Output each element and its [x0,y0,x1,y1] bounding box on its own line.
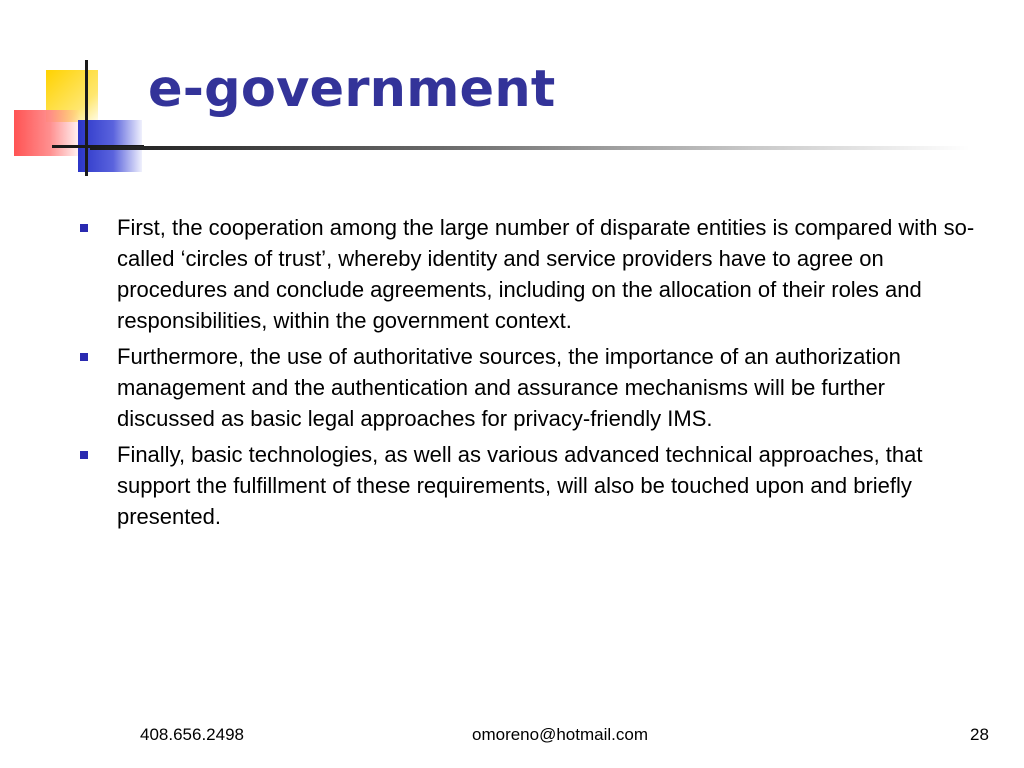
logo-red-square [14,110,80,156]
bullet-text: Finally, basic technologies, as well as various advanced technical approaches, that support the fulfillment of these requirements, will also be touched upon and briefly presented. [117,442,923,529]
square-bullet-icon [80,353,88,361]
title-divider [90,146,970,150]
square-bullet-icon [80,224,88,232]
bullet-text: Furthermore, the use of authoritative sources, the importance of an authorization management and the authentication and assurance mechanisms will be further discussed as basic legal approaches for privacy-friendly IMS. [117,344,901,431]
bullet-text: First, the cooperation among the large number of disparate entities is compared with so-called ‘circles of trust’, whereby identity and service providers have to agree on procedures and conclude agreements, including on the allocation of their roles and responsibilities, within the government context. [117,215,975,333]
footer-phone: 408.656.2498 [140,725,244,744]
bullet-item [78,341,978,434]
bullet-item [78,439,978,532]
square-bullet-icon [80,451,88,459]
bullet-list [78,212,978,537]
logo-vertical-line [85,60,88,176]
slide-footer [0,722,1024,748]
slide-title: e-government [148,60,556,119]
footer-email: omoreno@hotmail.com [472,725,648,744]
bullet-item [78,212,978,336]
page-number: 28 [970,725,989,744]
